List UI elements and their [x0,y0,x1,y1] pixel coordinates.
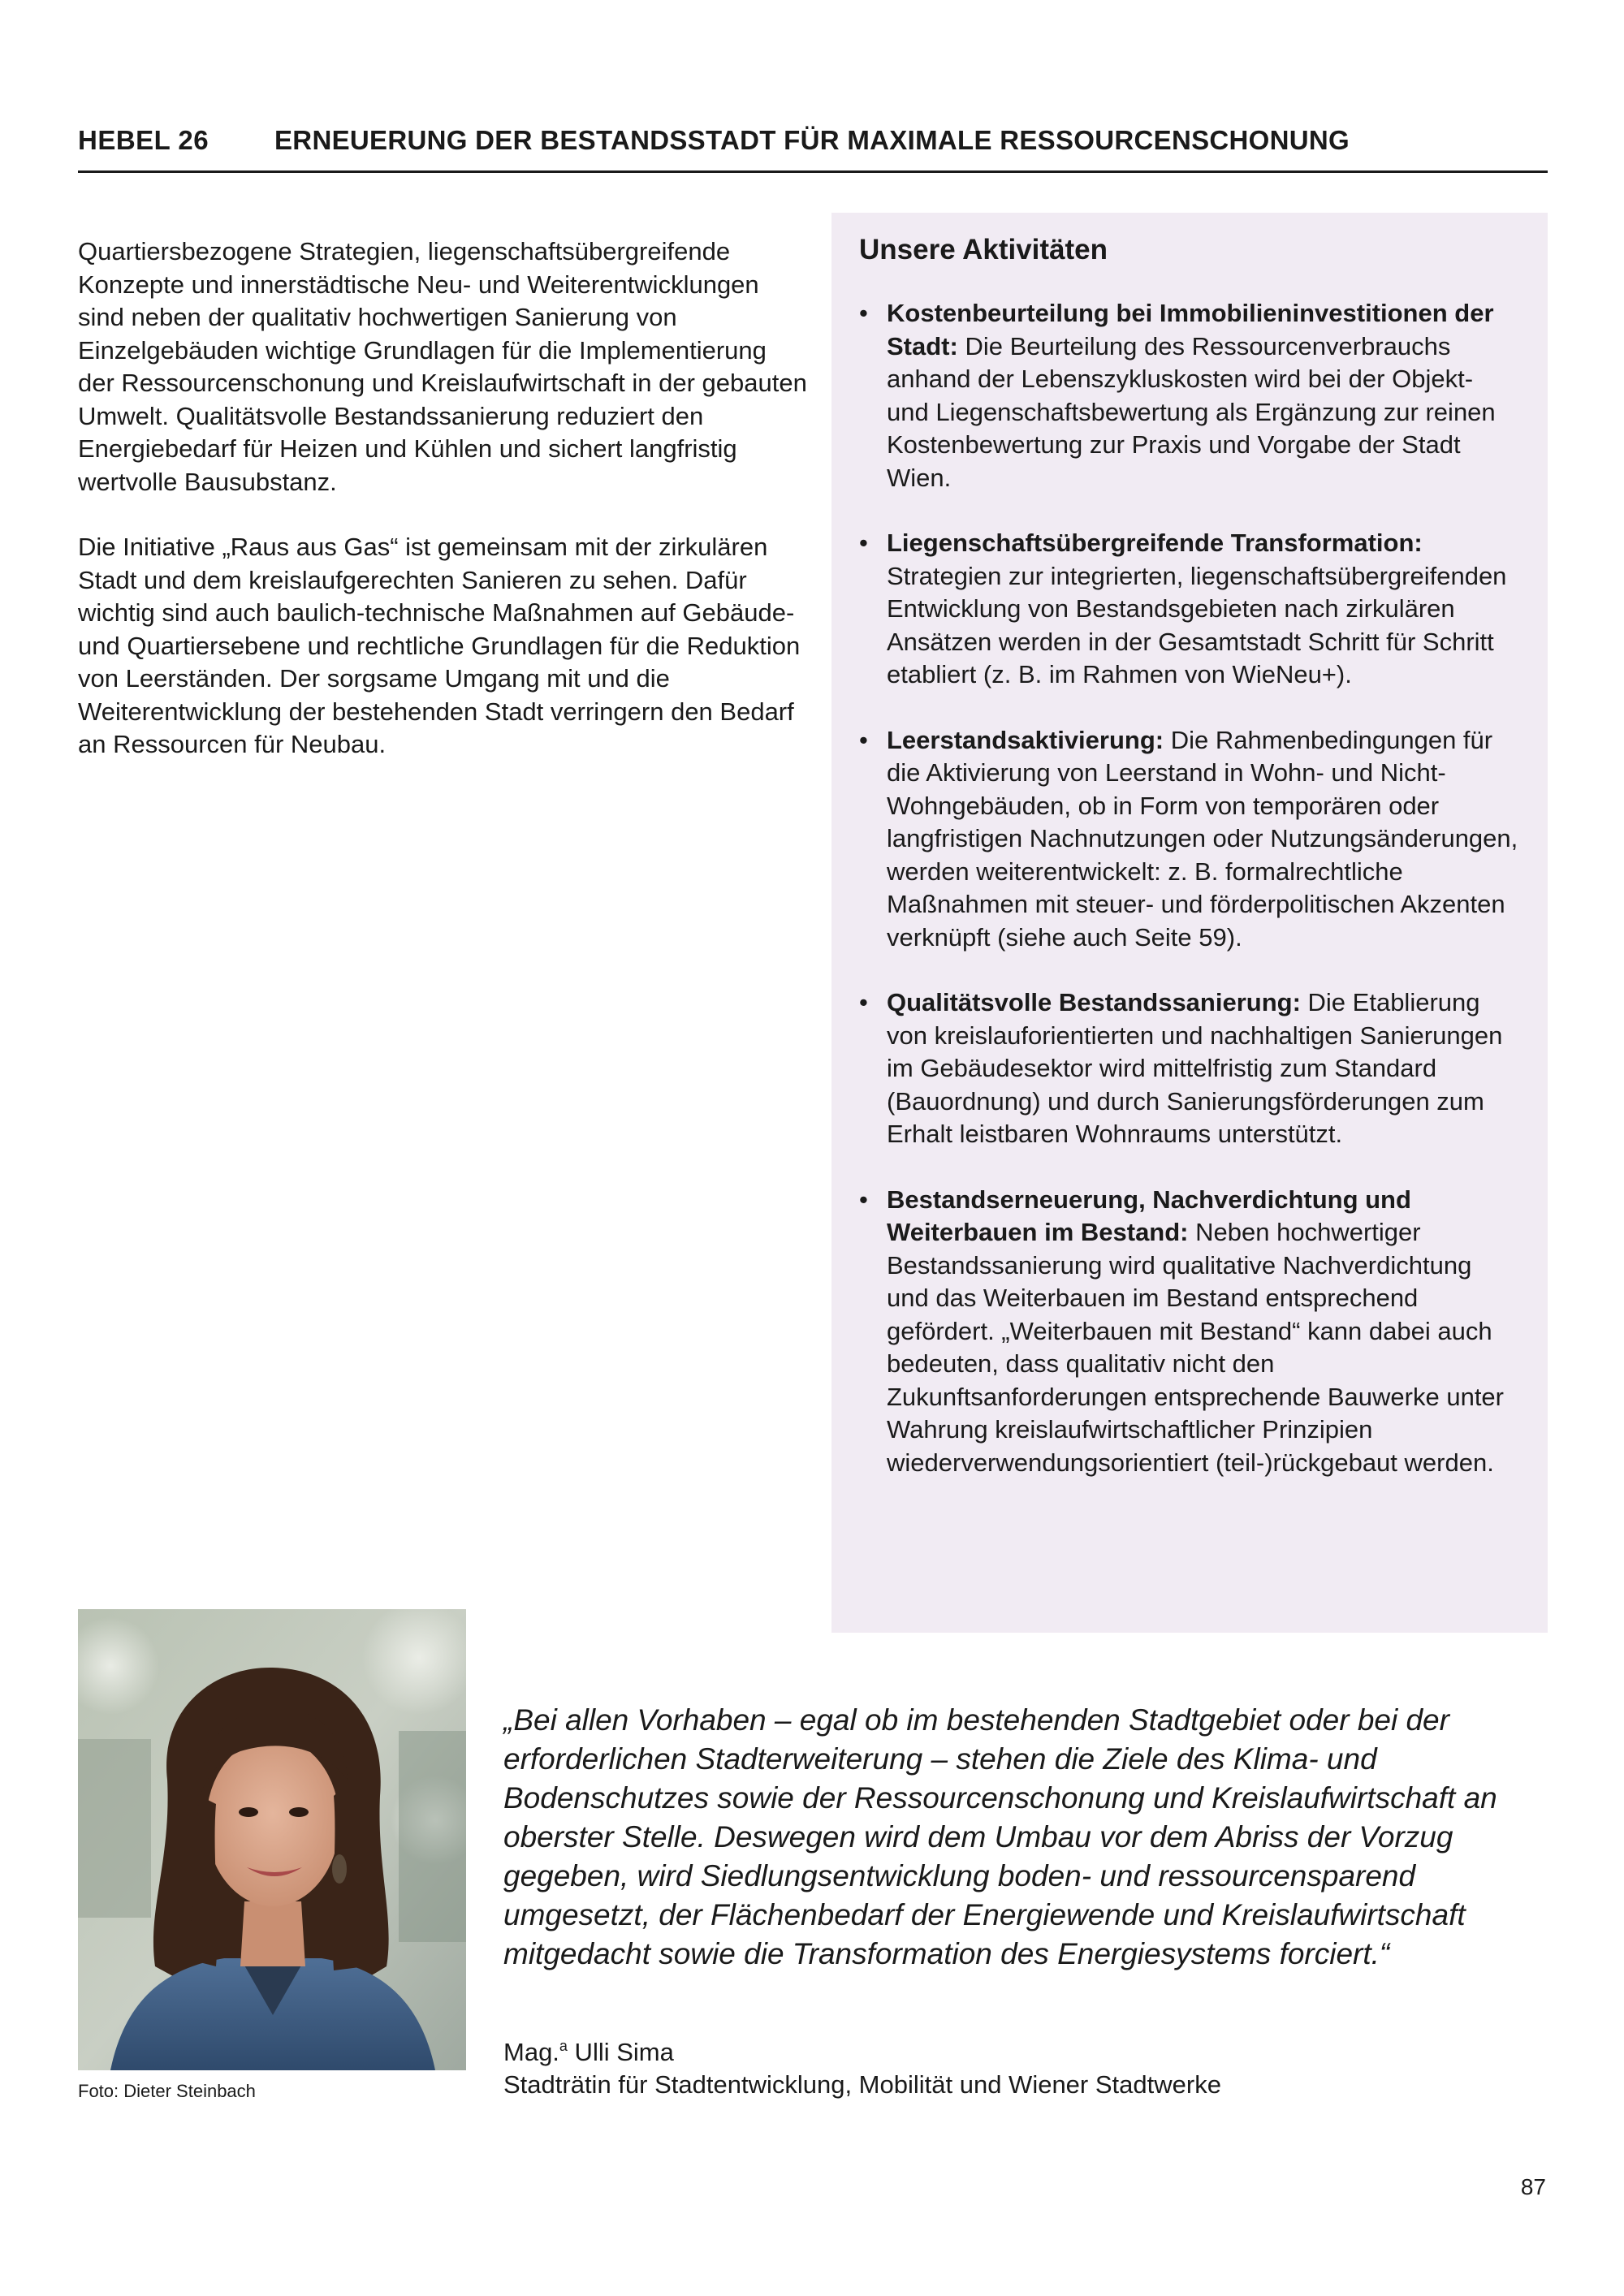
page-title: ERNEUERUNG DER BESTANDSSTADT FÜR MAXIMALE RESSOURCENSCHONUNG [274,125,1350,155]
quote-text: „Bei allen Vorhaben – egal ob im bestehenden Stadtgebiet oder bei der erforderlichen Stadterweiterung – stehen die Ziele des Klima- und Bodenschutzes sowie der Ressourcenschonung und Kreislaufwirtschaft an oberster Stelle. Deswegen wird dem Umbau vor dem Abriss der Vorzug gegeben, wird Siedlungsentwicklung boden- und ressourcensparend umgesetzt, der Flächenbedarf der Energiewende und Kreislaufwirtschaft mitgedacht sowie die Transformation des Energiesystems forciert.“ [503,1703,1497,1970]
page-number: 87 [1520,2174,1546,2199]
intro-paragraph-2: Die Initiative „Raus aus Gas“ ist gemeinsam mit der zirkulären Stadt und dem kreislaufgerechten Sanieren zu sehen. Dafür wichtig sind auch baulich-technische Maßnahmen auf Gebäude- und Quartiersebene und rechtliche Grundlagen für die Reduktion von Leerständen. Der sorgsame Umgang mit und die Weiterentwicklung der bestehenden Stadt verringern den Bedarf an Ressourcen für Neubau. [78,533,801,758]
quote [503,1701,1559,1974]
bullet-dot-icon: • [859,1185,868,1214]
photo-credit: Foto: Dieter Steinbach [78,2081,256,2101]
bullet-dot-icon: • [859,529,868,557]
bullet-dot-icon: • [859,988,868,1016]
activity-heading: Liegenschaftsübergreifende Transformation: [887,529,1423,557]
activity-heading: Kostenbeurteilung bei Immobilieninvestitionen der Stadt: [887,299,1494,360]
activity-text: Die Rahmenbedingungen für die Aktivierung von Leerstand in Wohn- und Nicht-Wohngebäuden, ob in Form von temporären oder langfristigen Nachnutzungen oder Nutzungsänderungen, werden weiterentwickelt: z. B. formalrechtliche Maßnahmen mit steuer- und förderpolitischen Akzenten verknüpft (siehe auch Seite 59). [887,725,1518,952]
author-name-line [503,2036,1221,2069]
author-name: Ulli Sima [567,2038,674,2066]
activity-item [859,724,1518,955]
portrait-photo [78,1609,466,2070]
activity-item [859,297,1518,494]
activity-item [859,527,1518,692]
author-superscript: a [559,2038,568,2054]
hebel-number: HEBEL 26 [78,125,209,155]
activity-text: Die Beurteilung des Ressourcenverbrauchs anhand der Lebenszykluskosten wird bei der Objekt- und Liegenschaftsbewertung als Ergänzung zur reinen Kostenbewertung zur Praxis und Vorgabe der Stadt Wien. [887,331,1496,492]
activity-heading: Leerstandsaktivierung: [887,725,1164,754]
intro-text [78,235,809,762]
activities-box [831,213,1548,1633]
activity-text: Neben hochwertiger Bestandssanierung wird qualitative Nachverdichtung und das Weiterbauen im Bestand entsprechend gefördert. „Weiterbauen mit Bestand“ kann dabei auch bedeuten, dass qualitativ nicht den Zukunftsanforderungen entsprechende Bauwerke unter Wahrung kreislaufwirtschaftlicher Prinzipien wiederverwendungsorientiert (teil-)rückgebaut werden. [887,1218,1504,1477]
activity-item [859,986,1518,1151]
page-header [78,122,1548,173]
bullet-dot-icon: • [859,725,868,754]
activity-text: Die Etablierung von kreislauforientierten und nachhaltigen Sanierungen im Gebäudesektor wird mittelfristig zum Standard (Bauordnung) und durch Sanierungsförderungen zum Erhalt leistbaren Wohnraums unterstützt. [887,988,1503,1148]
quote-author [503,2036,1221,2101]
activity-list [859,297,1518,1479]
activity-text: Strategien zur integrierten, liegenschaftsübergreifenden Entwicklung von Bestandsgebieten nach zirkulären Ansätzen werden in der Gesamtstadt Schritt für Schritt etabliert (z. B. im Rahmen von WieNeu+). [887,561,1507,688]
author-prefix: Mag. [503,2038,559,2066]
activity-item [859,1184,1518,1480]
portrait-illustration [78,1609,466,2070]
bullet-dot-icon: • [859,299,868,327]
intro-paragraph-1: Quartiersbezogene Strategien, liegenschaftsübergreifende Konzepte und innerstädtische Neu- und Weiterentwicklungen sind neben der qualitativ hochwertigen Sanierung von Einzelgebäuden wichtige Grundlagen für die Implementierung der Ressourcenschonung und Kreislaufwirtschaft in der gebauten Umwelt. Qualitätsvolle Bestandssanierung reduziert den Energiebedarf für Heizen und Kühlen und sichert langfristig wertvolle Bausubstanz. [78,237,807,496]
author-role: Stadträtin für Stadtentwicklung, Mobilität und Wiener Stadtwerke [503,2070,1221,2099]
activity-heading: Bestandserneuerung, Nachverdichtung und Weiterbauen im Bestand: [887,1185,1411,1246]
activity-heading: Qualitätsvolle Bestandssanierung: [887,988,1301,1016]
activities-title: Unsere Aktivitäten [859,234,1108,265]
